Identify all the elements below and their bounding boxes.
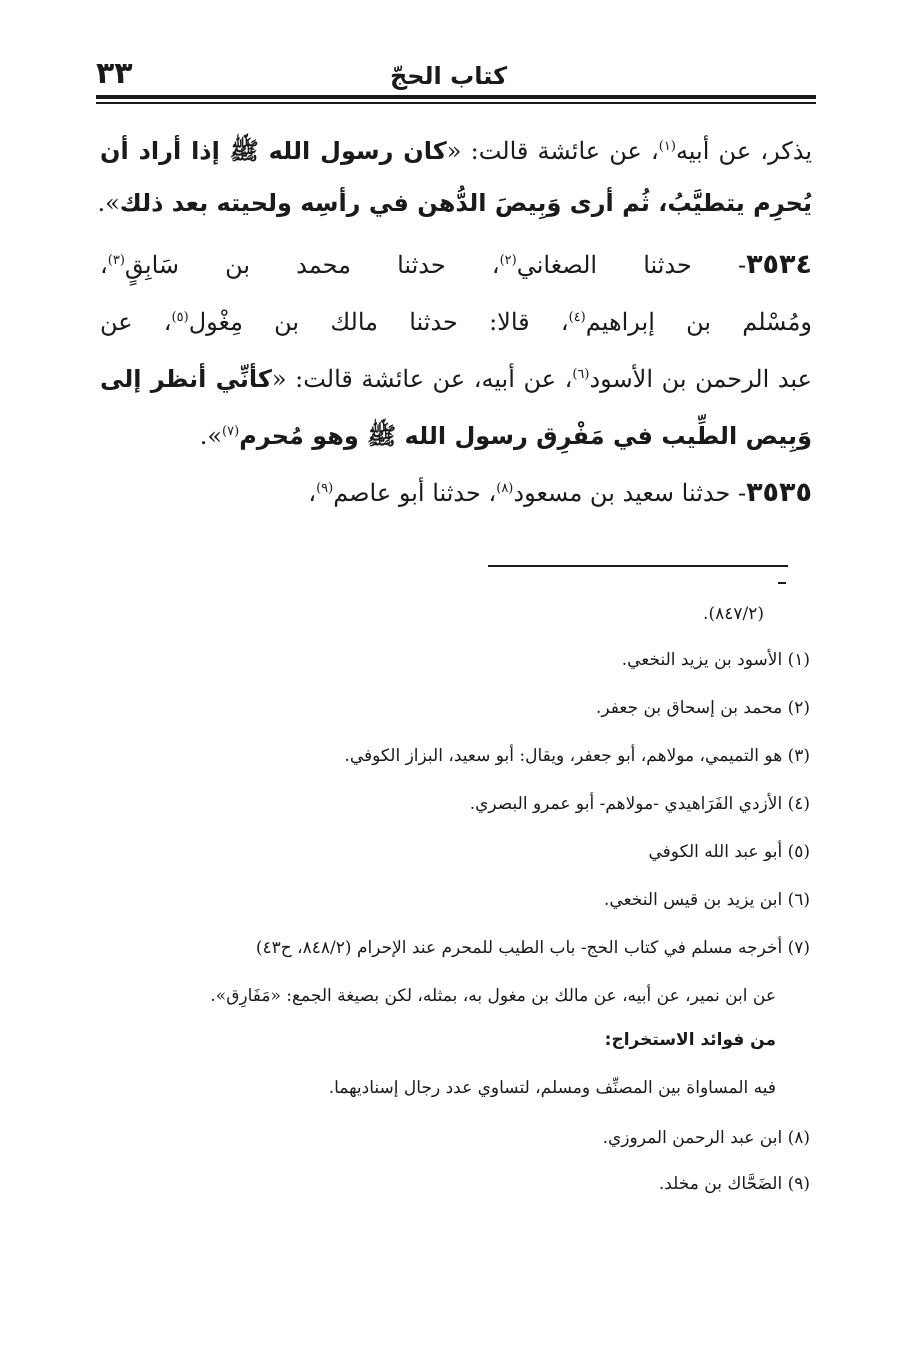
footnote-ref-7: (٧)	[222, 424, 240, 439]
header-rule-thick	[96, 95, 816, 99]
hadith-quote: يُحرِم يتطيَّبُ، ثُم أرى وَبِيصَ الدُّهن في رأسِه ولحيته بعد ذلك	[119, 189, 812, 217]
hadith-quote: كان رسول الله ﷺ إذا أراد أن	[100, 137, 447, 165]
footnote-carryover: (٨٤٧/٢).	[703, 604, 764, 624]
benefits-text: فيه المساواة بين المصنِّف ومسلم، لتساوي عدد رجال إسناديهما.	[328, 1078, 776, 1098]
hadith-number-3535: ٣٥٣٥	[746, 477, 812, 508]
footnote-continuation-mark	[778, 582, 786, 584]
footnote-5: (٥) أبو عبد الله الكوفي	[648, 842, 810, 862]
footnote-9: (٩) الضَحَّاك بن مخلد.	[658, 1174, 810, 1194]
main-text	[97, 118, 813, 517]
footnote-1: (١) الأسود بن يزيد النخعي.	[621, 650, 810, 670]
hadith-number-3534: ٣٥٣٤	[746, 249, 812, 280]
footnote-8: (٨) ابن عبد الرحمن المروزي.	[602, 1128, 810, 1148]
footnote-ref-9: (٩)	[316, 481, 334, 496]
footnote-4: (٤) الأزدي الفَرَاهيدي -مولاهم- أبو عمرو البصري.	[469, 794, 810, 814]
page-number: ٣٣	[96, 56, 133, 91]
footnote-ref-8: (٨)	[496, 481, 514, 496]
footnote-ref-6: (٦)	[572, 367, 590, 382]
footnote-ref-4: (٤)	[568, 310, 586, 325]
text-line-2: يُحرِم يتطيَّبُ، ثُم أرى وَبِيصَ الدُّهن في رأسِه ولحيته بعد ذلك».	[97, 189, 812, 217]
footnote-7: (٧) أخرجه مسلم في كتاب الحج- باب الطيب للمحرم عند الإحرام (٨٤٨/٢، ح٤٣)	[255, 938, 810, 958]
footnote-ref-3: (٣)	[107, 253, 125, 268]
benefits-heading: من فوائد الاستخراج:	[604, 1030, 776, 1050]
footnote-ref-5: (٥)	[171, 310, 189, 325]
text-line-3: ٣٥٣٤- حدثنا الصغاني$^{(٢)}$، حدثنا محمد بن سَابِقٍ$^{(٣)}$،	[100, 249, 812, 280]
footnote-6: (٦) ابن يزيد بن قيس النخعي.	[604, 890, 810, 910]
text-line-6: وَبِيص الطِّيب في مَفْرِق رسول الله ﷺ وهو مُحرم$^{(٧)}$».	[199, 422, 812, 450]
footnote-7-continued: عن ابن نمير، عن أبيه، عن مالك بن مغول به، بمثله، لكن بصيغة الجمع: «مَفَارِق».	[210, 986, 776, 1006]
header-rule-thin	[96, 102, 816, 104]
footnote-ref-1: (١)	[658, 139, 676, 154]
hadith-quote: كأنِّي أنظر إلى	[100, 365, 272, 393]
text-line-1: يذكر، عن أبيه$^{(١)}$، عن عائشة قالت: «كان رسول الله ﷺ إذا أراد أن	[100, 137, 813, 165]
footnote-2: (٢) محمد بن إسحاق بن جعفر.	[595, 698, 810, 718]
hadith-quote: وَبِيص الطِّيب في مَفْرِق رسول الله ﷺ وهو مُحرم	[239, 422, 812, 450]
footnote-separator	[488, 565, 788, 567]
text-line-7: ٣٥٣٥- حدثنا سعيد بن مسعود$^{(٨)}$، حدثنا أبو عاصم$^{(٩)}$،	[308, 477, 812, 508]
text-line-5: عبد الرحمن بن الأسود$^{(٦)}$، عن أبيه، عن عائشة قالت: «كأنِّي أنظر إلى	[100, 365, 812, 393]
text-line-4: ومُسْلم بن إبراهيم$^{(٤)}$، قالا: حدثنا مالك بن مِغْول$^{(٥)}$، عن	[100, 308, 813, 336]
running-header-title: كتاب الحجّ	[389, 62, 508, 90]
footnote-3: (٣) هو التميمي، مولاهم، أبو جعفر، ويقال: أبو سعيد، البزاز الكوفي.	[344, 746, 810, 766]
footnote-ref-2: (٢)	[499, 253, 517, 268]
